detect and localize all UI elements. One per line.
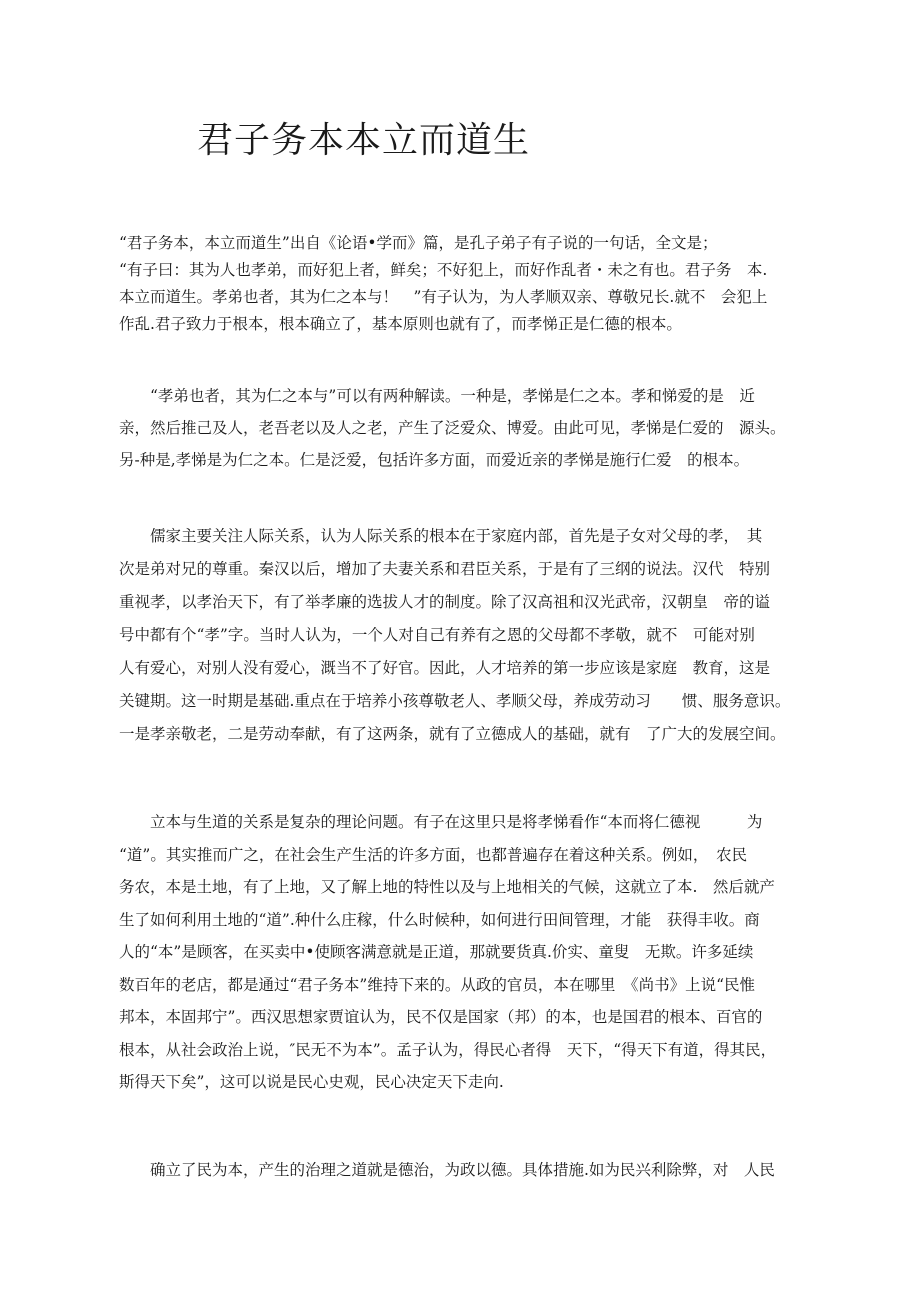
text-line: 人有爱心，对别人没有爱心，溉当不了好官。因此，人才培养的第一步应该是家庭 教育，这是 [119,659,771,677]
text-line: 根本，从社会政治上说，″民无不为本”。孟子认为，得民心者得 天下，“得天下有道，得其民， [119,1040,777,1059]
text-line: “孝弟也者，其为仁之本与”可以有两种解读。一种是，孝悌是仁之本。孝和悌爱的是 近 [119,387,755,405]
text-line: 人的“本”是顾客，在买卖中•使顾客满意就是正道，那就要货真.价实、童叟 无欺。许多延续 [119,943,754,961]
text-line: 务农，本是土地，有了上地，又了解上地的特性以及与上地相关的气候，这就立了本. 然后就产 [119,878,775,896]
paragraph-5 [119,1154,809,1186]
text-line: “道”。其实推而广之，在社会生产生活的许多方面，也都普遍存在着这种关系。例如， 农民 [119,845,748,864]
text-line: 数百年的老店，都是通过“君子务本”维持下来的。从政的官员，本在哪里 《尚书》上说“民惟 [119,975,756,994]
text-line: “有子曰：其为人也孝弟，而好犯上者，鲜矣；不好犯上，而好作乱者・未之有也。君子务 本. [119,261,768,279]
paragraph-3 [119,520,809,751]
text-line: 关键期。这一时期是基础.重点在于培养小孩尊敬老人、孝顺父母，养成劳动习 惯、服务意识。 [119,692,791,710]
text-line: 生了如何利用土地的“道”.种什么庄稼，什么时候种，如何进行田间管理，才能 获得丰收。商 [119,910,760,929]
paragraph-4 [119,806,809,1099]
text-line: 本立而道生。孝弟也者，其为仁之本与！ ”有子认为，为人孝顺双亲、尊敬兄长.就不 会犯上 [119,288,768,306]
text-line: 亲，然后推己及人，老吾老以及人之老，产生了泛爱众、博爱。由此可见，孝悌是仁爱的 源头。 [119,419,786,437]
document-title: 君子务本本立而道生 [197,120,531,161]
text-line: 作乱.君子致力于根本，根本确立了，基本原则也就有了，而孝悌正是仁德的根本。 [119,315,682,333]
text-line: “君子务本，本立而道生”出自《论语•学而》篇，是孔子弟子有子说的一句话，全文是； [119,234,718,252]
paragraph-1 [119,230,809,338]
text-line: 确立了民为本，产生的治理之道就是德治，为政以德。具体措施.如为民兴利除弊，对 人民 [119,1161,775,1179]
text-line: 立本与生道的关系是复杂的理论问题。有子在这里只是将孝悌看作“本而将仁德视 为 [119,813,763,831]
text-line: 斯得天下矣”，这可以说是民心史观，民心决定天下走向. [119,1073,504,1091]
paragraph-2 [119,380,809,476]
text-line: 另-种是,孝悌是为仁之本。仁是泛爱，包括许多方面，而爱近亲的孝悌是施行仁爱 的根本。 [119,451,750,469]
text-line: 次是弟对兄的尊重。秦汉以后，增加了夫妻关系和君臣关系，于是有了三纲的说法。汉代 特别 [119,560,771,578]
text-line: 一是孝亲敬老，二是劳动奉献，有了这两条，就有了立德成人的基础，就有 了广大的发展空间。 [119,725,786,743]
text-line: 邦本，本固邦宁”。西汉思想家贾谊认为，民不仅是国家（邦）的本，也是国君的根本、百官的 [119,1008,763,1026]
text-line: 重视孝，以孝治天下，有了举孝廉的选拔人才的制度。除了汉高祖和汉光武帝，汉朝皇 帝的谥 [119,593,771,611]
text-line: 儒家主要关注人际关系，认为人际关系的根本在于家庭内部，首先是子女对父母的孝， 其 [119,527,763,545]
text-line: 号中都有个“孝”字。当时人认为，一个人对自己有养有之恩的父母都不孝敬，就不 可能对别 [119,626,755,644]
